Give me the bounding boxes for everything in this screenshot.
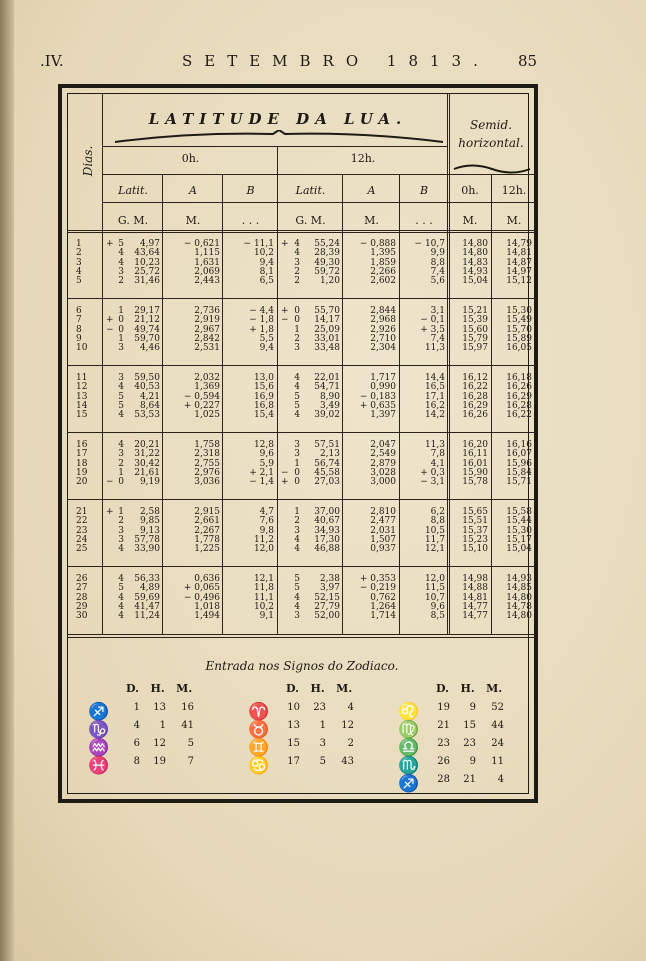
b-values-12: − 10,7 9,9 8,8 7,4 5,6: [414, 239, 445, 287]
zodiac-sign-icon: ♊: [248, 738, 270, 758]
zodiac-hour: 1: [159, 720, 166, 731]
zodiac-day: 19: [437, 702, 450, 713]
day-numbers: 21 22 23 24 25: [76, 507, 88, 555]
unit-m-a0: M.: [185, 214, 201, 227]
divider: [68, 232, 536, 233]
lat-degrees-12: 0 0 1 2 3: [294, 306, 300, 354]
lat-minutes-12: 37,00 40,67 34,93 17,30 46,88: [314, 507, 340, 555]
zodiac-minute: 44: [491, 720, 504, 731]
col-latit-12: Latit.: [295, 184, 326, 197]
lat-degrees-0: 1 0 0 1 3: [118, 306, 124, 354]
zodiac-day: 1: [133, 702, 140, 713]
section-number: .IV.: [40, 52, 64, 70]
unit-gm-0: G. M.: [117, 214, 149, 227]
semid-0: 14,98 14,88 14,81 14,77 14,77: [462, 574, 488, 622]
dias-label: Dias.: [81, 145, 95, 177]
zodiac-sign-icon: ♓: [88, 756, 110, 776]
zodiac-minute: 52: [491, 702, 504, 713]
semid-0: 16,12 16,22 16,28 16,29 16,26: [462, 373, 488, 421]
zodiac-col-header: D. H. M.: [126, 682, 193, 695]
lat-minutes-12: 57,51 2,13 56,74 45,58 27,03: [314, 440, 340, 488]
lat-degrees-12: 3 3 1 0 0: [294, 440, 300, 488]
lat-minutes-0: 2,58 9,85 9,13 57,78 33,90: [134, 507, 160, 555]
day-numbers: 11 12 13 14 15: [76, 373, 88, 421]
sign-0: +: [106, 239, 114, 249]
zodiac-hour: 23: [463, 738, 476, 749]
divider: [68, 634, 536, 635]
zodiac-minute: 16: [181, 702, 194, 713]
semid-12: 14,93 14,85 14,80 14,78 14,80: [506, 574, 532, 622]
col-latit-0: Latit.: [118, 184, 148, 197]
col-semid-12: 12h.: [501, 184, 527, 197]
zodiac-hour: 15: [463, 720, 476, 731]
group-divider: [68, 432, 536, 433]
table-body: [67, 93, 532, 794]
zodiac-day: 6: [133, 738, 140, 749]
b-values-0: 13,0 15,6 16,9 16,8 15,4: [253, 373, 274, 421]
zodiac-col-header: D. H. M.: [436, 682, 503, 695]
lat-degrees-12: 4 4 3 2 2: [294, 239, 300, 287]
day-numbers: 26 27 28 29 30: [76, 574, 88, 622]
semid-header: [450, 116, 532, 152]
col-a-0: A: [189, 184, 197, 197]
horizontal-label: horizontal.: [458, 136, 524, 150]
zodiac-minute: 2: [347, 738, 354, 749]
zodiac-sign-icon: ♑: [88, 720, 110, 740]
semid-12: 15,30 15,49 15,70 15,89 16,05: [506, 306, 532, 354]
b-values-12: 11,3 7,8 4,1 + 0,3 − 3,1: [420, 440, 445, 488]
table-frame: [58, 84, 538, 803]
zodiac-day: 23: [437, 738, 450, 749]
wave-ornament: [452, 164, 532, 174]
divider: [449, 94, 450, 634]
lat-degrees-12: 4 4 5 5 4: [294, 373, 300, 421]
lat-degrees-0: 4 5 4 4 4: [118, 574, 124, 622]
lat-minutes-12: 2,38 3,97 52,15 27,79 52,00: [314, 574, 340, 622]
zodiac-sign-icon: ♈: [248, 702, 270, 722]
sign-12: + −: [281, 306, 289, 326]
col-b-0: B: [246, 184, 255, 197]
a-values-0: 2,915 2,661 2,267 1,778 1,225: [194, 507, 220, 555]
unit-m-s12: M.: [506, 214, 522, 227]
zodiac-day: 21: [437, 720, 450, 731]
lat-minutes-0: 4,97 43,64 10,23 25,72 31,46: [134, 239, 160, 287]
semid-12: 16,18 16,26 16,29 16,28 16,22: [506, 373, 532, 421]
lat-degrees-0: 1 2 3 3 4: [118, 507, 124, 555]
zodiac-sign-icon: ♍: [398, 720, 420, 740]
zodiac-col-header: D. H. M.: [286, 682, 353, 695]
zodiac-sign-icon: ♐: [398, 774, 420, 794]
book-gutter: [0, 0, 14, 961]
zodiac-hour: 9: [469, 756, 476, 767]
zodiac-day: 15: [287, 738, 300, 749]
a-values-0: − 0,621 1,115 1,631 2,069 2,443: [183, 239, 220, 287]
zodiac-sign-icon: ♉: [248, 720, 270, 740]
col-a-12: A: [367, 184, 376, 197]
group-divider: [68, 566, 536, 567]
group-divider: [68, 499, 536, 500]
day-numbers: 16 17 18 19 20: [76, 440, 88, 488]
divider: [162, 174, 163, 634]
divider: [102, 202, 536, 203]
zodiac-hour: 1: [319, 720, 326, 731]
zodiac-minute: 41: [181, 720, 194, 731]
a-values-12: 2,810 2,477 2,031 1,507 0,937: [370, 507, 396, 555]
divider: [102, 146, 448, 147]
b-values-12: 12,0 11,5 10,7 9,6 8,5: [424, 574, 445, 622]
hour-0-label: 0h.: [181, 152, 200, 165]
unit-m-s0: M.: [462, 214, 478, 227]
a-values-12: 2,047 2,549 2,879 3,028 3,000: [370, 440, 396, 488]
lat-minutes-0: 56,33 4,89 59,69 41,47 11,24: [134, 574, 160, 622]
semid-12: 15,58 15,44 15,30 15,17 15,04: [506, 507, 532, 555]
zodiac-day: 13: [287, 720, 300, 731]
zodiac-minute: 12: [341, 720, 354, 731]
zodiac-hour: 3: [319, 738, 326, 749]
unit-dots-b12: . . .: [415, 214, 433, 227]
b-values-12: 3,1 − 0,1 + 3,5 7,4 11,3: [420, 306, 445, 354]
zodiac-minute: 43: [341, 756, 354, 767]
zodiac-minute: 24: [491, 738, 504, 749]
zodiac-hour: 9: [469, 702, 476, 713]
lat-minutes-0: 20,21 31,22 30,42 21,61 9,19: [134, 440, 160, 488]
b-values-12: 6,2 8,8 10,5 11,7 12,1: [424, 507, 445, 555]
lat-degrees-0: 5 4 4 3 2: [118, 239, 124, 287]
lat-degrees-12: 5 5 4 4 3: [294, 574, 300, 622]
lat-minutes-0: 29,17 21,12 49,74 59,70 4,46: [134, 306, 160, 354]
day-numbers: 6 7 8 9 10: [76, 306, 88, 354]
zodiac-hour: 19: [153, 756, 166, 767]
zodiac-sign-icon: ♒: [88, 738, 110, 758]
semid-0: 15,65 15,51 15,37 15,23 15,10: [462, 507, 488, 555]
zodiac-sign-icon: ♋: [248, 756, 270, 776]
divider: [102, 174, 536, 175]
divider: [342, 174, 343, 634]
zodiac-day: 26: [437, 756, 450, 767]
sign-0: +: [106, 507, 114, 517]
lat-degrees-0: 4 3 2 1 0: [118, 440, 124, 488]
hour-12-label: 12h.: [350, 152, 376, 165]
semid-12: 16,16 16,07 15,96 15,84 15,71: [506, 440, 532, 488]
a-values-0: 2,736 2,919 2,967 2,842 2,531: [194, 306, 220, 354]
zodiac-day: 4: [133, 720, 140, 731]
zodiac-day: 8: [133, 756, 140, 767]
semid-0: 14,80 14,80 14,83 14,93 15,04: [462, 239, 488, 287]
divider: [222, 174, 223, 634]
zodiac-sign-icon: ♌: [398, 702, 420, 722]
running-head: [40, 52, 540, 72]
b-values-0: 4,7 7,6 9,8 11,2 12,0: [253, 507, 274, 555]
divider: [102, 94, 103, 634]
a-values-0: 2,032 1,369 − 0,594 + 0,227 1,025: [183, 373, 220, 421]
zodiac-minute: 4: [347, 702, 354, 713]
zodiac-title: Entrada nos Signos do Zodiaco.: [205, 659, 399, 673]
b-values-0: 12,8 9,6 5,9 + 2,1 − 1,4: [249, 440, 274, 488]
a-values-12: 1,717 0,990 − 0,183 + 0,635 1,397: [359, 373, 396, 421]
col-b-12: B: [419, 184, 429, 197]
a-values-0: 0,636 + 0,065 − 0,496 1,018 1,494: [183, 574, 220, 622]
semid-0: 16,20 16,11 16,01 15,90 15,78: [462, 440, 488, 488]
lat-minutes-12: 55,24 28,39 49,30 59,72 1,20: [314, 239, 340, 287]
zodiac-hour: 12: [153, 738, 166, 749]
sign-0: −: [106, 477, 114, 488]
zodiac-day: 10: [287, 702, 300, 713]
day-numbers: 1 2 3 4 5: [76, 239, 82, 287]
zodiac-day: 28: [437, 774, 450, 785]
b-values-12: 14,4 16,5 17,1 16,2 14,2: [424, 373, 445, 421]
unit-gm-12: G. M.: [295, 214, 326, 227]
divider: [277, 146, 278, 634]
lat-minutes-12: 55,70 14,17 25,09 33,01 33,48: [314, 306, 340, 354]
zodiac-minute: 4: [497, 774, 504, 785]
divider: [399, 174, 400, 634]
semid-label: Semid.: [469, 118, 513, 132]
latitude-title: LATITUDE DA LUA.: [148, 110, 408, 128]
semid-12: 14,79 14,81 14,87 14,97 15,12: [506, 239, 532, 287]
zodiac-minute: 11: [491, 756, 504, 767]
unit-dots-b0: . . .: [241, 214, 260, 227]
zodiac-minute: 5: [187, 738, 194, 749]
lat-minutes-0: 59,50 40,53 4,21 8,64 53,53: [134, 373, 160, 421]
zodiac-day: 17: [287, 756, 300, 767]
zodiac-hour: 21: [463, 774, 476, 785]
col-semid-0: 0h.: [461, 184, 479, 197]
lat-minutes-12: 22,01 54,71 8,90 3,49 39,02: [314, 373, 340, 421]
zodiac-sign-icon: ♏: [398, 756, 420, 776]
sign-0: + −: [106, 315, 114, 335]
brace-ornament: [113, 130, 445, 146]
a-values-12: − 0,888 1,395 1,859 2,266 2,602: [359, 239, 396, 287]
a-values-12: 2,844 2,968 2,926 2,710 2,304: [370, 306, 396, 354]
zodiac-minute: 7: [187, 756, 194, 767]
divider: [491, 174, 492, 634]
a-values-0: 1,758 2,318 2,755 2,976 3,036: [194, 440, 220, 488]
a-values-12: + 0,353 − 0,219 0,762 1,264 1,714: [359, 574, 396, 622]
zodiac-hour: 5: [319, 756, 326, 767]
lat-degrees-0: 3 4 5 5 4: [118, 373, 124, 421]
b-values-0: 12,1 11,8 11,1 10,2 9,1: [253, 574, 274, 622]
group-divider: [68, 298, 536, 299]
divider: [68, 230, 536, 231]
b-values-0: − 11,1 10,2 9,4 8,1 6,5: [243, 239, 274, 287]
lat-degrees-12: 1 2 3 4 4: [294, 507, 300, 555]
unit-m-a12: M.: [364, 214, 379, 227]
sign-12: − +: [281, 467, 289, 488]
divider: [68, 637, 536, 638]
zodiac-sign-icon: ♐: [88, 702, 110, 722]
zodiac-sign-icon: ♎: [398, 738, 420, 758]
group-divider: [68, 365, 536, 366]
zodiac-hour: 13: [153, 702, 166, 713]
b-values-0: − 4,4 − 1,8 + 1,8 5,5 9,4: [249, 306, 274, 354]
semid-0: 15,21 15,39 15,60 15,79 15,97: [462, 306, 488, 354]
divider: [447, 94, 448, 634]
sign-12: +: [281, 239, 289, 249]
page-title: SETEMBRO 1813.: [182, 52, 490, 70]
page-number: 85: [518, 52, 538, 70]
zodiac-hour: 23: [313, 702, 326, 713]
